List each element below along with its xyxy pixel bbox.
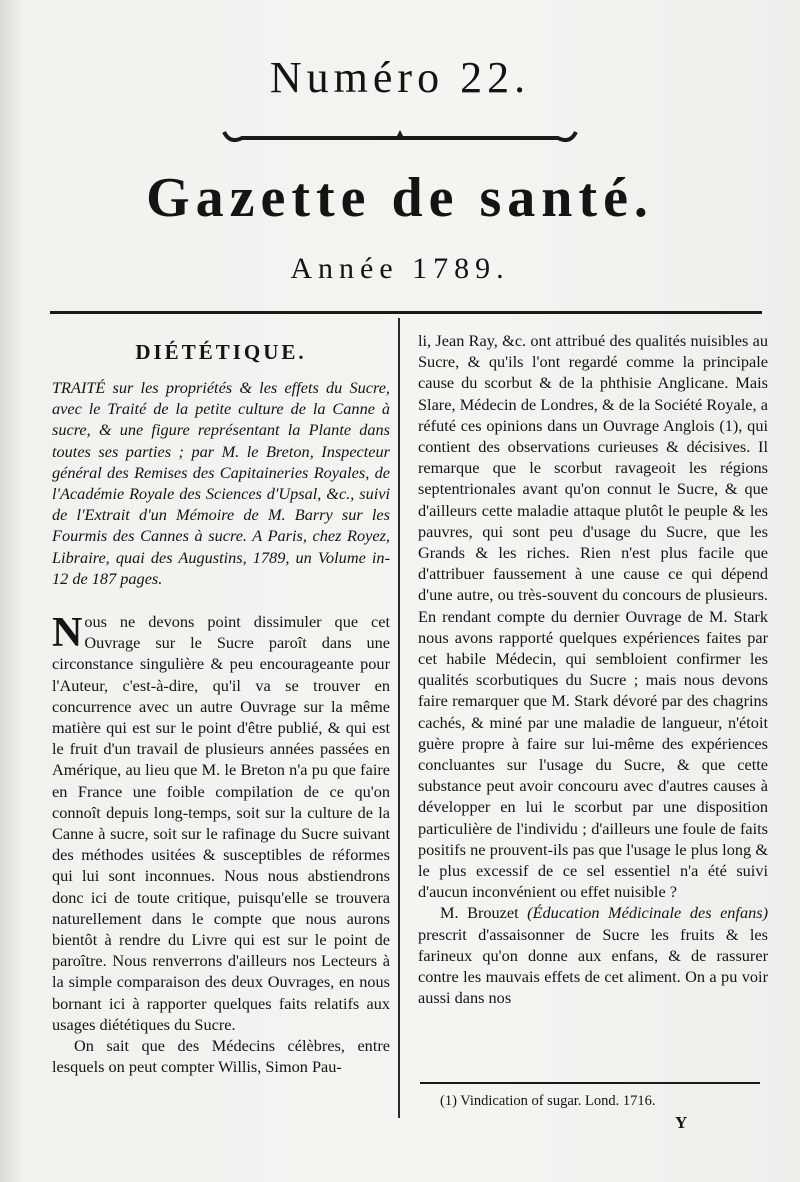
review-paragraph [52,611,390,1035]
book-citation: TRAITÉ sur les propriétés & les effets du Sucre, avec le Traité de la petite culture de la Canne à sucre, & une figure représentant la Plante dans toutes ses parties ; par M. le Breton, Inspecteur général des Remises des Capitaineries Royales, de l'Académie Royale des Sciences d'Upsal, &c., suivi de l'Extrait d'un Mémoire de M. Barry sur les Fourmis des Cannes à sucre. A Paris, chez Royez, Libraire, quai des Augustins, 1789, un Volume in-12 de 187 pages. [52,378,390,588]
section-heading: DIÉTÉTIQUE. [135,340,307,364]
column-divider [398,318,400,1118]
author-name: M. Brouzet [440,903,519,923]
right-column [418,330,768,1009]
footnote-rule [420,1082,760,1084]
continuation-paragraph: li, Jean Ray, &c. ont attribué des qualités nuisibles au Sucre, & qu'ils l'ont regardé comme la principale cause du scorbut & de la phthisie Anglicane. Mais Slare, Médecin de Londres, & de la Société Royale, a réfuté ces opinions dans un Ouvrage Anglois (1), qui contient des observations curieuses & décisives. Il remarque que le scorbut ravageoit les régions septentrionales avant qu'on connut le Sucre, & que d'ailleurs cette maladie attaque plutôt le peuple & les pauvres, qui sont peu d'usage du Sucre, que les Grands & les riches. Rien n'est plus facile que d'attribuer faussement à une cause ce qui dépend d'une autre, ou très-souvent du concours de plusieurs. En rendant compte du dernier Ouvrage de M. Stark nous avons rapporté quelques expériences faites par cet habile Médecin, qui sembloient confirmer les qualités scorbutiques du Sucre ; mais nous devons faire remarquer que M. Stark dévoré par des chagrins cachés, & miné par une maladie de langueur, n'étoit guère propre à faire sur lui-même des expériences concluantes sur l'usage du Sucre, & que cette substance peut avoir concouru avec d'autres causes à développer en lui le scorbut par une disposition particulière de l'individu ; d'ailleurs une foule de faits positifs ne prouvent-ils pas que l'usage le plus long & le plus excessif de ce sel essentiel n'a été suivi d'aucun inconvénient ou effet nuisible ? [418,331,768,902]
drop-cap: N [52,610,83,657]
ornament-divider [220,122,580,152]
header-rule [50,311,762,314]
year-line: Année 1789. [290,252,510,285]
brouzet-text: prescrit d'assaisonner de Sucre les fruits & les farineux qu'on donne aux enfans, & de rassurer contre les mauvais effets de cet aliment. On a pu voir aussi dans nos [418,924,768,1008]
review-text: ous ne devons point dissimuler que cet Ouvrage sur le Sucre paroît dans une circonstance singulière & peu encourageante pour l'Auteur, c'est-à-dire, qu'il va se trouver en concurrence avec un autre Ouvrage sur la même matière qui est sur le point d'être publié, & qui est le fruit d'un travail de plusieurs années passées en Amérique, au lieu que M. le Breton n'a pu que faire en France une foible compilation de ce qu'on connoît depuis long-temps, soit sur la culture de la Canne à sucre, soit sur le rafinage du Sucre suivant des méthodes usitées & susceptibles de réformes qui lui sont inconnues. Nous nous abstiendrons donc ici de toute critique, puisqu'elle se trouvera naturellement dans le compte que nous aurons bientôt à rendre du Livre qui est sur le point de paroître. Nous renverrons d'ailleurs nos Lecteurs à la simple comparaison des deux Ouvrages, en nous bornant ici à rapporter quelques faits relatifs aux usages diététiques du Sucre. [52,612,390,1034]
left-column [52,340,390,1078]
review-paragraph-2: On sait que des Médecins célèbres, entre lesquels on peut compter Willis, Simon Pau- [52,1036,390,1077]
brouzet-paragraph [418,902,768,1008]
signature-mark: Y [675,1113,688,1132]
issue-number: Numéro 22. [269,53,531,102]
work-title: (Éducation Médicinale des enfans) [527,903,768,923]
masthead-title: Gazette de santé. [146,167,654,229]
footnote: (1) Vindication of sugar. Lond. 1716. [440,1093,656,1109]
